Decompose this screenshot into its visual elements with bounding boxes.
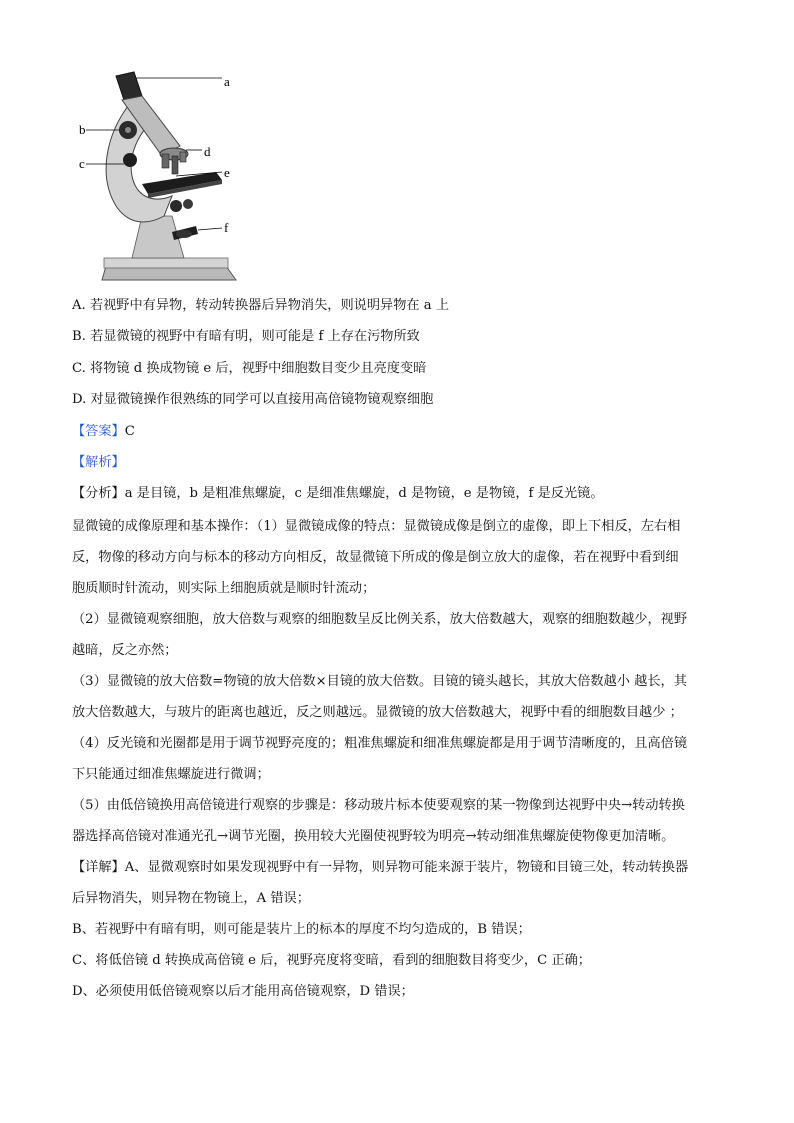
microscope-figure: [76, 66, 246, 288]
microscope-diagram: [76, 66, 246, 288]
label-a: a: [224, 74, 230, 89]
point-3-line: （3）显微镜的放大倍数=物镜的放大倍数×目镜的放大倍数。目镜的镜头越长，其放大倍数越小 越长，其: [72, 674, 687, 689]
point-4-line: （4）反光镜和光圈都是用于调节视野亮度的；粗准焦螺旋和细准焦螺旋都是用于调节清晰度的，且高倍镜: [72, 736, 688, 751]
analysis-tag: [72, 453, 125, 473]
fenxi-tag: 【分析】: [72, 486, 125, 501]
detail-line: 后异物消失，则异物在物镜上，A 错误；: [72, 891, 310, 906]
principle-line: 显微镜的成像原理和基本操作：（1）显微镜成像的特点：显微镜成像是倒立的虚像，即上下相反，左右相: [72, 519, 681, 534]
point-5-line: 器选择高倍镜对准通光孔→调节光圈，换用较大光圈使视野较为明亮→转动细准焦螺旋使物像更加清晰。: [72, 829, 675, 844]
option-a: A. 若视野中有异物，转动转换器后异物消失，则说明异物在 a 上: [72, 298, 450, 313]
point-5-paragraph: [72, 790, 724, 852]
label-f: f: [224, 220, 229, 235]
answer-value: C: [124, 424, 135, 439]
detail-line: D、必须使用低倍镜观察以后才能用高倍镜观察，D 错误；: [72, 984, 414, 999]
detail-line: C、将低倍镜 d 转换成高倍镜 e 后，视野亮度将变暗，看到的细胞数目将变少，C 正确；: [72, 953, 591, 968]
analysis-label: 【解析】: [72, 455, 125, 470]
detail-text: A、显微观察时如果发现视野中有一异物，则异物可能来源于装片，物镜和目镜三处，转动转换器: [124, 860, 689, 875]
point-2-line: 越暗，反之亦然；: [72, 643, 178, 658]
point-4-line: 下只能通过细准焦螺旋进行微调；: [72, 767, 270, 782]
label-d: d: [204, 144, 211, 159]
label-e: e: [224, 165, 230, 180]
fenxi-line: [72, 484, 604, 504]
principle-line: 反，物像的移动方向与标本的移动方向相反，故显微镜下所成的像是倒立放大的虚像，若在视野中看到细: [72, 550, 679, 565]
point-5-line: （5）由低倍镜换用高倍镜进行观察的步骤是：移动玻片标本使要观察的某一物像到达视野中央→转动转换: [72, 798, 685, 813]
detail-line: [72, 852, 724, 883]
principle-line: 胞质顺时针流动，则实际上细胞质就是顺时针流动；: [72, 581, 376, 596]
detail-line: B、若视野中有暗有明，则可能是装片上的标本的厚度不均匀造成的，B 错误；: [72, 922, 531, 937]
detail-tag: 【详解】: [72, 860, 125, 875]
option-d: D. 对显微镜操作很熟练的同学可以直接用高倍镜物镜观察细胞: [72, 392, 434, 407]
option-c: C. 将物镜 d 换成物镜 e 后，视野中细胞数目变少且亮度变暗: [72, 361, 427, 376]
point-3-line: 放大倍数越大，与玻片的距离也越近，反之则越远。显微镜的放大倍数越大，视野中看的细胞数目越少 ；: [72, 705, 683, 720]
point-3-paragraph: [72, 666, 724, 728]
detail-paragraph: [72, 852, 724, 1007]
point-2-line: （2）显微镜观察细胞，放大倍数与观察的细胞数呈反比例关系，放大倍数越大，观察的细胞数越少，视野: [72, 612, 688, 627]
answer-line: [72, 422, 135, 442]
option-b: B. 若显微镜的视野中有暗有明，则可能是 f 上存在污物所致: [72, 329, 420, 344]
point-2-paragraph: [72, 604, 724, 666]
answer-tag: 【答案】: [72, 424, 125, 439]
fenxi-text: a 是目镜，b 是粗准焦螺旋，c 是细准焦螺旋，d 是物镜，e 是物镜，f 是反光镜。: [124, 486, 604, 501]
point-4-paragraph: [72, 728, 724, 790]
label-b: b: [79, 122, 86, 137]
principle-paragraph: [72, 511, 724, 604]
label-c: c: [79, 156, 85, 171]
